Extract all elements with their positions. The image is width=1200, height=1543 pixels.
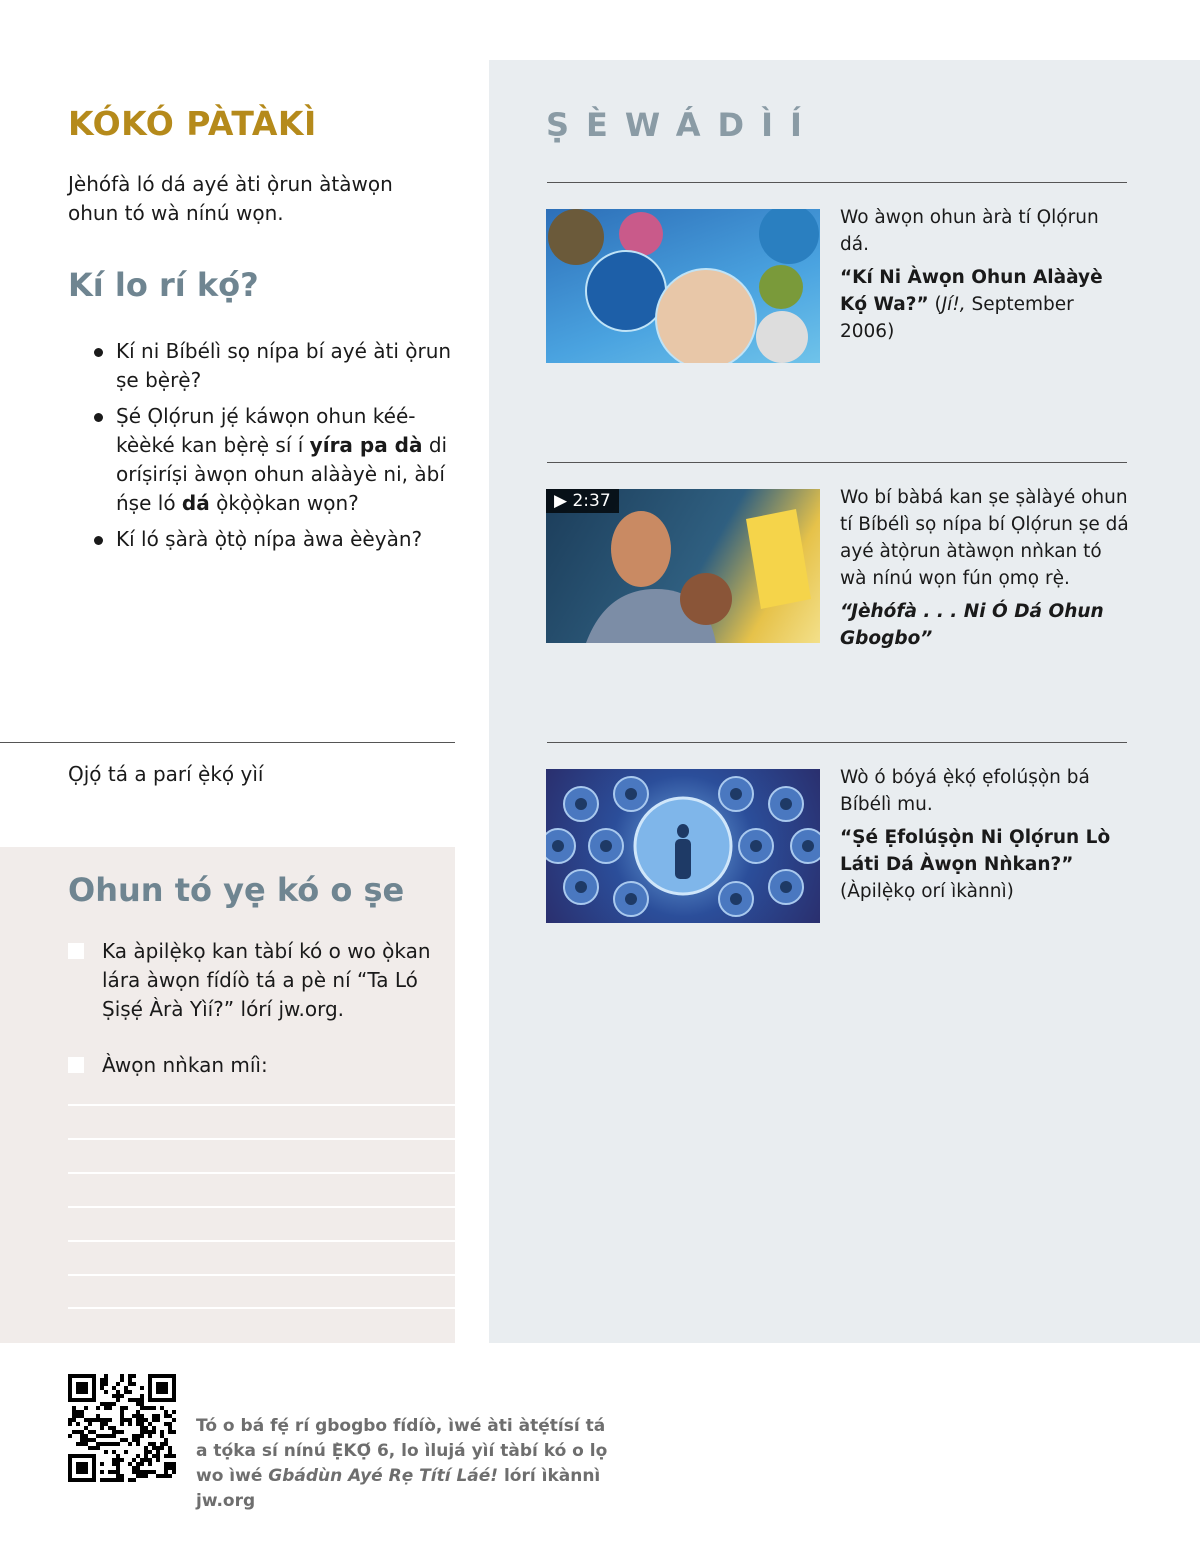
qr-code[interactable] xyxy=(68,1374,176,1482)
explore-item xyxy=(840,484,1130,652)
explore-item xyxy=(840,204,1130,345)
todo-item xyxy=(68,1051,438,1080)
todo-item xyxy=(68,937,438,1024)
text: September 2006) xyxy=(840,294,1074,342)
completion-date-label: Ọjọ́ tá a parí ẹ̀kọ́ yìí xyxy=(68,762,264,786)
writing-line[interactable] xyxy=(68,1104,455,1106)
writing-line[interactable] xyxy=(68,1274,455,1276)
question-item: Kí ló ṣàrà ọ̀tọ̀ nípa àwa èèyàn? xyxy=(92,525,457,554)
divider xyxy=(547,462,1127,463)
questions-list xyxy=(92,337,457,561)
checkbox[interactable] xyxy=(68,1057,84,1073)
todo-text: Àwọn nǹkan míì: xyxy=(102,1053,268,1077)
writing-line[interactable] xyxy=(68,1206,455,1208)
question-item xyxy=(92,402,457,518)
explore-heading: ṢÈWÁDÌÍ xyxy=(546,106,819,144)
nature-circles-illustration xyxy=(546,209,820,363)
animals-article-image[interactable] xyxy=(546,209,820,363)
item-reference[interactable] xyxy=(840,824,1130,905)
footer-note xyxy=(196,1414,616,1514)
text: Ṣé Ọlọ́run jẹ́ káwọn ohun kéé-kèèké kan bẹ̀rẹ̀ sí í xyxy=(116,404,416,457)
divider xyxy=(547,742,1127,743)
video-duration-badge: ▶ 2:37 xyxy=(546,489,619,513)
text: lórí ìkànnì jw.org xyxy=(196,1466,601,1511)
checkbox[interactable] xyxy=(68,943,84,959)
intro-text: Jèhófà ló dá ayé àti ọ̀run àtàwọn ohun tó wà nínú wọn. xyxy=(68,172,393,225)
writing-line[interactable] xyxy=(68,1138,455,1140)
emphasis: dá xyxy=(181,491,210,515)
book-title: Gbádùn Ayé Rẹ Títí Láé! xyxy=(268,1466,499,1486)
todo-box xyxy=(0,847,455,1343)
text: ( xyxy=(928,294,942,315)
creation-circles-illustration xyxy=(546,769,820,923)
divider xyxy=(547,182,1127,183)
evolution-article-image[interactable] xyxy=(546,769,820,923)
item-description: Wo àwọn ohun àrà tí Ọlọ́run dá. xyxy=(840,207,1099,255)
item-reference[interactable]: “Jèhófà . . . Ni Ó Dá Ohun Gbogbo” xyxy=(840,601,1104,649)
text: ọ̀kọ̀ọ̀kan wọn? xyxy=(209,491,359,515)
item-reference[interactable] xyxy=(840,264,1130,345)
writing-line[interactable] xyxy=(68,1307,455,1309)
question-item: Kí ni Bíbélì sọ nípa bí ayé àti ọ̀run ṣe bẹ̀rẹ̀? xyxy=(92,337,457,395)
video-thumbnail[interactable] xyxy=(546,489,820,643)
item-description: Wo bí bàbá kan ṣe ṣàlàyé ohun tí Bíbélì sọ nípa bí Ọlọ́run ṣe dá ayé àtọ̀run àtàwọn nǹkan tó wà nínú wọn fún ọmọ rẹ̀. xyxy=(840,487,1129,589)
ref-title: “Kí Ni Àwọn Ohun Alààyè Kọ́ Wa?” xyxy=(840,267,1103,315)
ref-source: (Àpilẹ̀kọ orí ìkànnì) xyxy=(840,881,1014,902)
item-description: Wò ó bóyá ẹ̀kọ́ ẹfolúṣọ̀n bá Bíbélì mu. xyxy=(840,767,1090,815)
todo-text: Ka àpilẹ̀kọ kan tàbí kó o wo ọ̀kan lára àwọn fídíò tá a pè ní “Ta Ló Ṣiṣẹ́ Àrà Yìí?” lórí jw.org. xyxy=(102,939,431,1021)
lesson-title: KÓKÓ PÀTÀKÌ xyxy=(68,104,317,143)
todo-heading: Ohun tó yẹ kó o ṣe xyxy=(68,871,405,909)
writing-line[interactable] xyxy=(68,1240,455,1242)
questions-heading: Kí lo rí kọ́? xyxy=(68,266,259,304)
text: Tó o bá fẹ́ rí gbogbo fídíò, ìwé àti àtẹ́tísí tá a tọ́ka sí nínú Ẹ̀KỌ́ 6, lo ìlujá yìí tàbí kó o lọ wo ìwé xyxy=(196,1416,608,1486)
ref-title: “Ṣé Ẹfolúṣọ̀n Ni Ọlọ́run Lò Láti Dá Àwọn Nǹkan?” xyxy=(840,827,1111,875)
text: di oríṣiríṣi àwọn ohun alààyè ni, àbí ńṣe ló xyxy=(116,433,448,515)
writing-line[interactable] xyxy=(68,1172,455,1174)
emphasis: yíra pa dà xyxy=(309,433,423,457)
divider xyxy=(0,742,455,743)
ref-source: Jí!, xyxy=(941,294,966,315)
explore-item xyxy=(840,764,1130,905)
